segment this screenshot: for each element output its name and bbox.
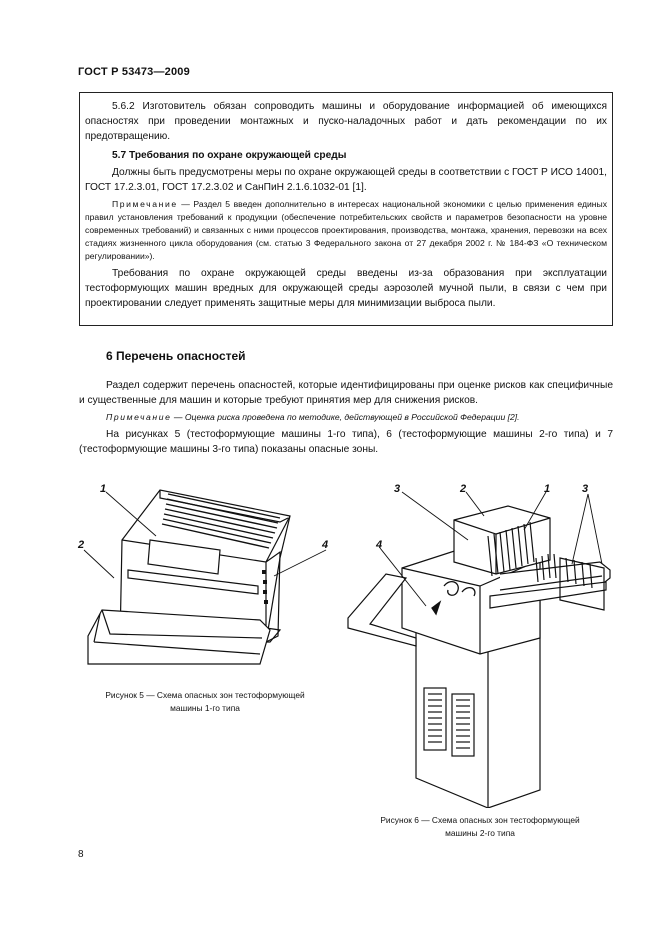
figure-5-caption-line2: машины 1-го типа — [170, 703, 240, 713]
section-6-heading: 6 Перечень опасностей — [106, 349, 246, 363]
figure-6-label-3-right: 3 — [582, 483, 589, 495]
figure-6-label-1: 1 — [544, 483, 551, 495]
figure-5-caption — [80, 689, 330, 715]
note-text: — Оценка риска проведена по методике, действующей в Российской Федерации [2]. — [171, 412, 520, 422]
figure-5-drawing — [70, 478, 340, 688]
note-text: — Раздел 5 введен дополнительно в интересах национальной экономики с целью применения единых правил установления требований к продукции (обеспечение потребительских свойств и параметров безопасности на уровне современных требований) и связанных с ними процессов проектирования, производства, монтажа, хранения, перевозки на всех стадиях жизненного цикла оборудования (см. статью 3 Федерального закона от 27 декабря 2002 г. № 184-ФЗ «О техническом регулировании»). — [85, 199, 607, 261]
page-number: 8 — [78, 849, 84, 860]
note-label: Примечание — [106, 412, 172, 422]
clause-5-7-text: Должны быть предусмотрены меры по охране окружающей среды в соответствии с ГОСТ Р ИСО 14001, ГОСТ 17.2.3.01, ГОСТ 17.2.3.02 и СанПиН 2.1.6.1032-01 [1]. — [85, 167, 607, 193]
figure-6-label-2: 2 — [460, 483, 467, 495]
section-6-note — [79, 411, 613, 424]
figure-5-caption-line1: Рисунок 5 — Схема опасных зон тестоформующей — [105, 690, 305, 700]
clause-5-6-2: 5.6.2 Изготовитель обязан сопроводить машины и оборудование информацией об имеющихся опасностях при проведении монтажных и пуско-наладочных работ и дать рекомендации по их предотвращению. — [85, 101, 607, 142]
figure-5-label-2: 2 — [78, 539, 85, 551]
figure-6-drawing — [340, 478, 620, 808]
note-label: Примечание — [112, 199, 178, 209]
clause-5-7-heading: 5.7 Требования по охране окружающей среды — [112, 150, 347, 161]
clause-5-7-dust: Требования по охране окружающей среды введены из-за образования при эксплуатации тестоформующих машин вредных для окружающей среды аэрозолей мучной пыли, в связи с чем при проектировании следует применять защитные меры для минимизации выброса пыли. — [85, 268, 607, 309]
figure-6-label-3-left: 3 — [394, 483, 401, 495]
figure-5-label-4: 4 — [322, 539, 329, 551]
figure-6-caption-line2: машины 2-го типа — [445, 828, 515, 838]
document-header: ГОСТ Р 53473—2009 — [78, 66, 190, 78]
box-note — [85, 198, 607, 263]
section-6-intro: Раздел содержит перечень опасностей, которые идентифицированы при оценке рисков как специфичные и существенные для машин и которые требуют принятия мер для снижения рисков. — [79, 380, 613, 406]
figure-6-caption — [346, 814, 614, 840]
section-6-figures-ref: На рисунках 5 (тестоформующие машины 1-го типа), 6 (тестоформующие машины 2-го типа) и 7 (тестоформующие машины 3-го типа) показаны опасные зоны. — [79, 429, 613, 455]
figure-6-label-4: 4 — [376, 539, 383, 551]
figure-6-caption-line1: Рисунок 6 — Схема опасных зон тестоформующей — [380, 815, 580, 825]
figure-5-label-1: 1 — [100, 483, 107, 495]
